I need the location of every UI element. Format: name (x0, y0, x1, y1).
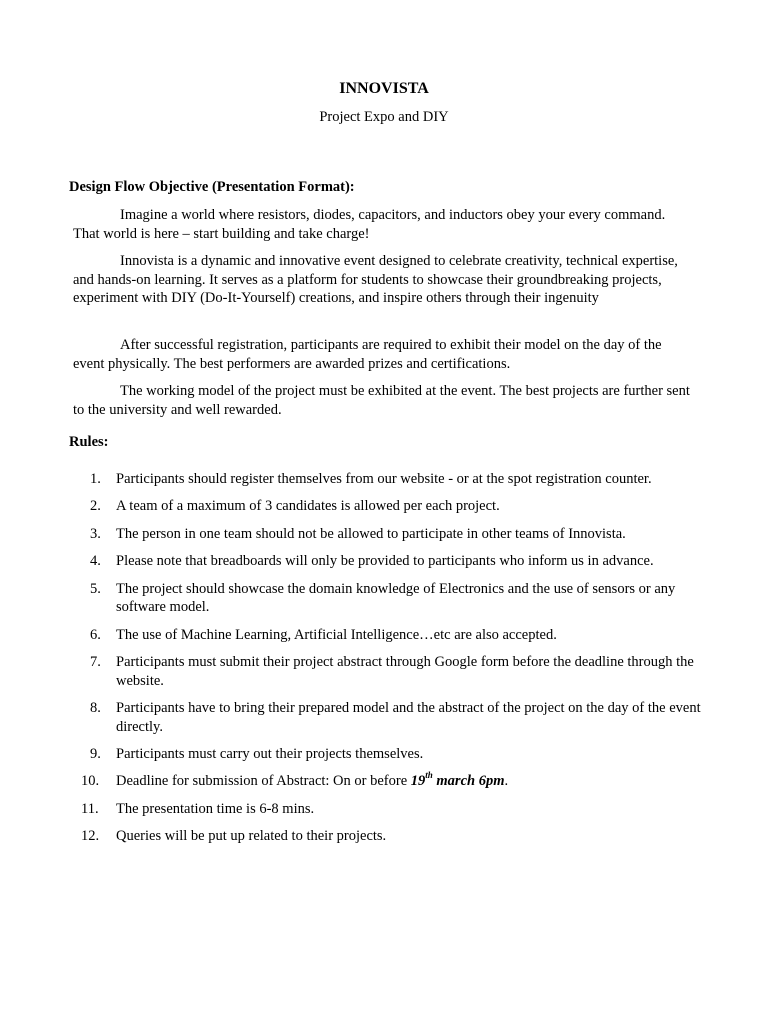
rule-number: 9. (90, 745, 101, 762)
rule-number: 3. (90, 525, 101, 542)
rule-number: 10. (81, 773, 100, 790)
rule-number: 12. (81, 828, 100, 845)
rule-item (90, 626, 710, 645)
rule-text: The person in one team should not be allowed to participate in other teams of Innovista. (116, 525, 626, 542)
rule-text: A team of a maximum of 3 candidates is allowed per each project. (116, 498, 500, 515)
rule-item (90, 580, 710, 617)
rule-text: The use of Machine Learning, Artificial Intelligence…etc are also accepted. (116, 626, 557, 643)
rule-text: The presentation time is 6-8 mins. (116, 800, 315, 817)
rule-item (90, 653, 710, 690)
rule-number: 6. (90, 626, 101, 643)
rule-text: Deadline for submission of Abstract: On or before (116, 773, 411, 790)
rule-text: Participants must carry out their projects themselves. (116, 745, 424, 762)
rule-item (90, 699, 710, 736)
rule-text: Participants have to bring their prepared model and the abstract of the project on the day of the event directly. (116, 699, 701, 735)
deadline-day: 19 (410, 773, 426, 790)
rules-heading: Rules: (69, 434, 109, 450)
rule-item (90, 745, 710, 764)
rule-item (90, 552, 710, 571)
rule-item-deadline (81, 770, 710, 791)
rule-text: Participants should register themselves from our website - or at the spot registration counter. (116, 471, 652, 487)
rule-item (81, 800, 710, 819)
rule-text: The project should showcase the domain knowledge of Electronics and the use of sensors or any software model. (116, 580, 676, 616)
objective-heading: Design Flow Objective (Presentation Format): (69, 179, 355, 195)
rule-number: 4. (90, 553, 101, 570)
rule-item (81, 827, 710, 846)
rule-item (90, 497, 710, 516)
rule-item (90, 470, 710, 489)
rule-number: 1. (90, 471, 101, 487)
rule-text: Please note that breadboards will only be provided to participants who inform us in advance. (116, 553, 654, 570)
rule-number: 11. (81, 800, 99, 817)
deadline-rest: march 6pm (432, 773, 505, 790)
paragraph-intro: Imagine a world where resistors, diodes, capacitors, and inductors obey your every command. That world is here – start building and take charge! (73, 207, 666, 242)
deadline-suffix: th (425, 770, 433, 781)
paragraph-description: Innovista is a dynamic and innovative event designed to celebrate creativity, technical expertise, and hands-on learning. It serves as a platform for students to showcase their groundbreaking projects, experiment with DIY (Do-It-Yourself) creations, and inspire others through their ingenuity (73, 253, 678, 307)
rule-number: 7. (90, 653, 101, 670)
paragraph-working-model: The working model of the project must be exhibited at the event. The best projects are further sent to the university and well rewarded. (73, 383, 690, 418)
page-title: INNOVISTA (339, 80, 429, 97)
page-subtitle: Project Expo and DIY (319, 109, 449, 125)
rule-number: 5. (90, 580, 101, 597)
rule-number: 2. (90, 498, 101, 515)
rule-text: Participants must submit their project abstract through Google form before the deadline through the website. (116, 653, 694, 689)
rules-list (81, 470, 710, 854)
rule-item (90, 525, 710, 544)
rule-text-end: . (504, 773, 509, 790)
paragraph-registration: After successful registration, participants are required to exhibit their model on the day of the event physically. The best performers are awarded prizes and certifications. (73, 337, 662, 372)
rule-text: Queries will be put up related to their projects. (116, 828, 387, 845)
rule-number: 8. (90, 699, 101, 716)
deadline-date (410, 770, 505, 790)
